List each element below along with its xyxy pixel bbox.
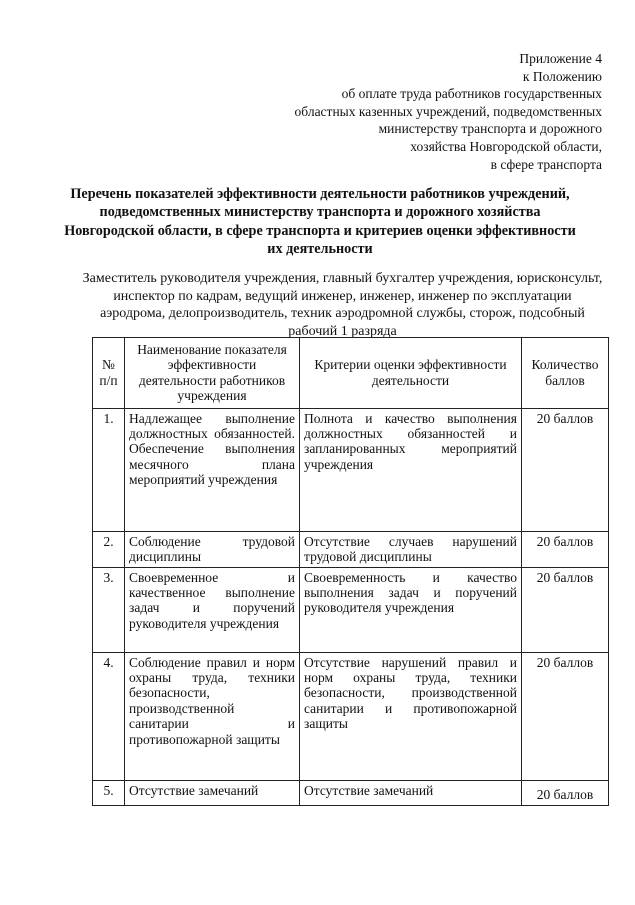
header-points: Количество баллов — [522, 338, 609, 409]
row-criteria: Своевременность и качество выполнения задач и поручений руководителя учреждения — [300, 567, 522, 652]
appendix-line: в сфере транспорта — [490, 156, 602, 172]
table-row — [93, 780, 609, 805]
appendix-line: областных казенных учреждений, подведомственных — [294, 103, 602, 119]
row-indicator: Своевременное и качественное выполнение задач и поручений руководителя учреждения — [125, 567, 300, 652]
criteria-table — [92, 337, 609, 806]
row-indicator: Надлежащее выполнение должностных обязанностей. Обеспечение выполнения месячного плана мероприятий учреждения — [125, 408, 300, 531]
row-indicator: Соблюдение трудовой дисциплины — [125, 531, 300, 567]
appendix-line: министерству транспорта и дорожного — [378, 121, 602, 137]
row-criteria: Отсутствие нарушений правил и норм охраны труда, техники безопасности, производственной санитарии и противопожарной защиты — [300, 652, 522, 780]
row-criteria: Полнота и качество выполнения должностных обязанностей и запланированных мероприятий учреждения — [300, 408, 522, 531]
row-num: 2. — [93, 531, 125, 567]
appendix-line: Приложение 4 — [519, 51, 602, 66]
row-points: 20 баллов — [522, 780, 609, 805]
row-num: 5. — [93, 780, 125, 805]
table-header-row — [93, 338, 609, 409]
document-title: Перечень показателей эффективности деятельности работников учреждений, подведомственных министерству транспорта и дорожного хозяйства Новгородской области, в сфере транспорта и критериев оценки эффективности их деятельности — [64, 186, 576, 258]
appendix-line: хозяйства Новгородской области, — [410, 138, 602, 154]
table-row — [93, 408, 609, 531]
row-points: 20 баллов — [522, 408, 609, 531]
row-num: 3. — [93, 567, 125, 652]
appendix-header — [295, 50, 602, 173]
row-criteria: Отсутствие замечаний — [300, 780, 522, 805]
header-criteria: Критерии оценки эффективности деятельности — [300, 338, 522, 409]
row-indicator: Соблюдение правил и норм охраны труда, техники безопасности, производственной санитарии и противопожарной защиты — [125, 652, 300, 780]
row-num: 4. — [93, 652, 125, 780]
row-criteria: Отсутствие случаев нарушений трудовой дисциплины — [300, 531, 522, 567]
row-indicator: Отсутствие замечаний — [125, 780, 300, 805]
header-num: № п/п — [93, 338, 125, 409]
appendix-line: к Положению — [522, 68, 602, 84]
row-points: 20 баллов — [522, 531, 609, 567]
row-num: 1. — [93, 408, 125, 531]
table-row — [93, 567, 609, 652]
table-row — [93, 652, 609, 780]
row-points: 20 баллов — [522, 652, 609, 780]
positions-list: Заместитель руководителя учреждения, главный бухгалтер учреждения, юрисконсульт, инспектор по кадрам, ведущий инженер, инженер, инженер по эксплуатации аэродрома, делопроизводитель, техник аэродромной службы, сторож, подсобный рабочий 1 разряда — [82, 271, 603, 339]
row-points: 20 баллов — [522, 567, 609, 652]
header-indicator: Наименование показателя эффективности деятельности работников учреждения — [125, 338, 300, 409]
appendix-line: об оплате труда работников государственных — [341, 86, 602, 102]
table-row — [93, 531, 609, 567]
